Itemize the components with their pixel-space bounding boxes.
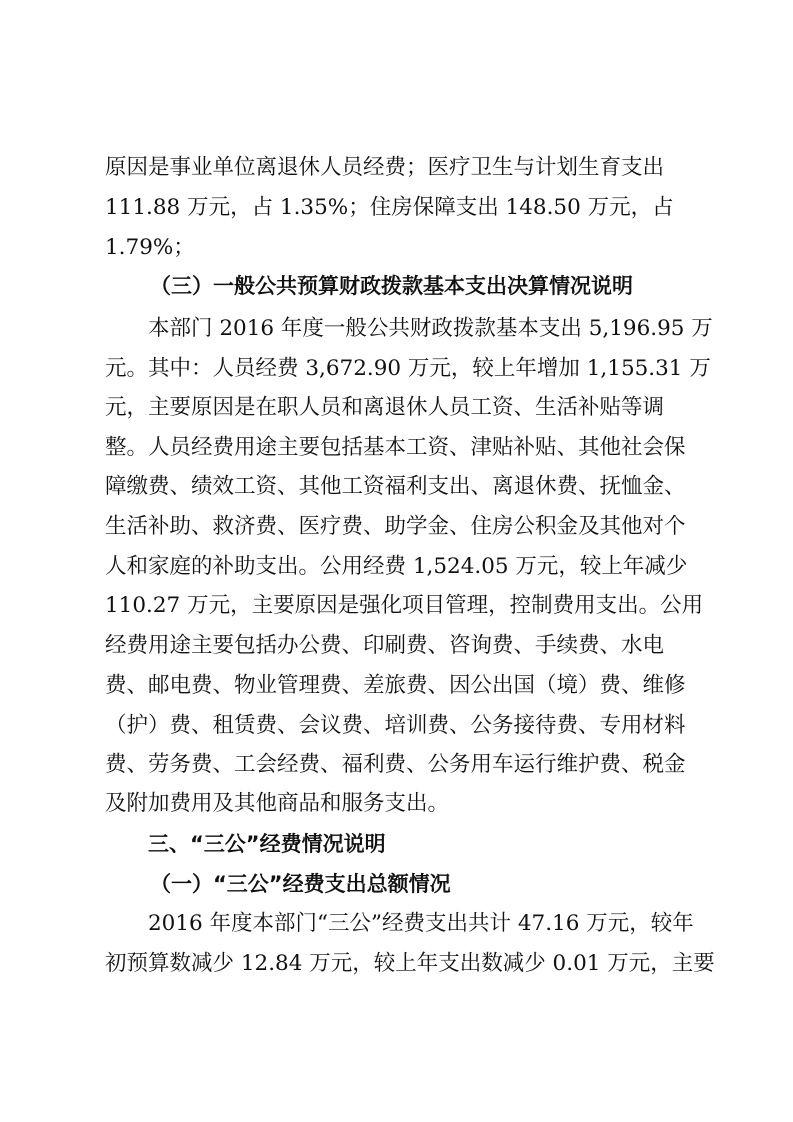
body-text-line: 人和家庭的补助支出。公用经费 1,524.05 万元，较上年减少 [105,554,688,579]
body-text-line: 初预算数减少 12.84 万元，较上年支出数减少 0.01 万元，主要 [105,951,715,976]
section-heading-three-public: 三、“三公”经费情况说明 [148,832,386,856]
body-text-line: 障缴费、绩效工资、其他工资福利支出、离退休费、抚恤金、 [105,474,686,499]
body-text-line: 经费用途主要包括办公费、印刷费、咨询费、手续费、水电 [105,633,665,658]
section-heading-basic-expenditure: （三）一般公共预算财政拨款基本支出决算情况说明 [150,274,633,298]
body-text-line: 2016 年度本部门“三公”经费支出共计 47.16 万元，较年 [148,911,694,936]
body-text-line: 及附加费用及其他商品和服务支出。 [105,791,450,816]
body-text-line: （护）费、租赁费、会议费、培训费、公务接待费、专用材料 [105,713,686,738]
body-text-line: 110.27 万元，主要原因是强化项目管理，控制费用支出。公用 [105,593,704,618]
body-text-line: 原因是事业单位离退休人员经费；医疗卫生与计划生育支出 [105,155,665,180]
body-text-line: 费、邮电费、物业管理费、差旅费、因公出国（境）费、维修 [105,673,686,698]
body-text-line: 费、劳务费、工会经费、福利费、公务用车运行维护费、税金 [105,752,686,777]
body-text-line: 1.79%； [105,235,195,260]
body-text-line: 111.88 万元，占 1.35%；住房保障支出 148.50 万元，占 [105,195,674,220]
body-text-line: 元。其中：人员经费 3,672.90 万元，较上年增加 1,155.31 万 [105,356,711,381]
body-text-line: 元，主要原因是在职人员和离退休人员工资、生活补贴等调 [105,395,665,420]
subsection-heading-total: （一）“三公”经费支出总额情况 [150,872,451,896]
body-text-line: 生活补助、救济费、医疗费、助学金、住房公积金及其他对个 [105,514,686,539]
body-text-line: 本部门 2016 年度一般公共财政拨款基本支出 5,196.95 万 [148,316,713,341]
body-text-line: 整。人员经费用途主要包括基本工资、津贴补贴、其他社会保 [105,435,686,460]
